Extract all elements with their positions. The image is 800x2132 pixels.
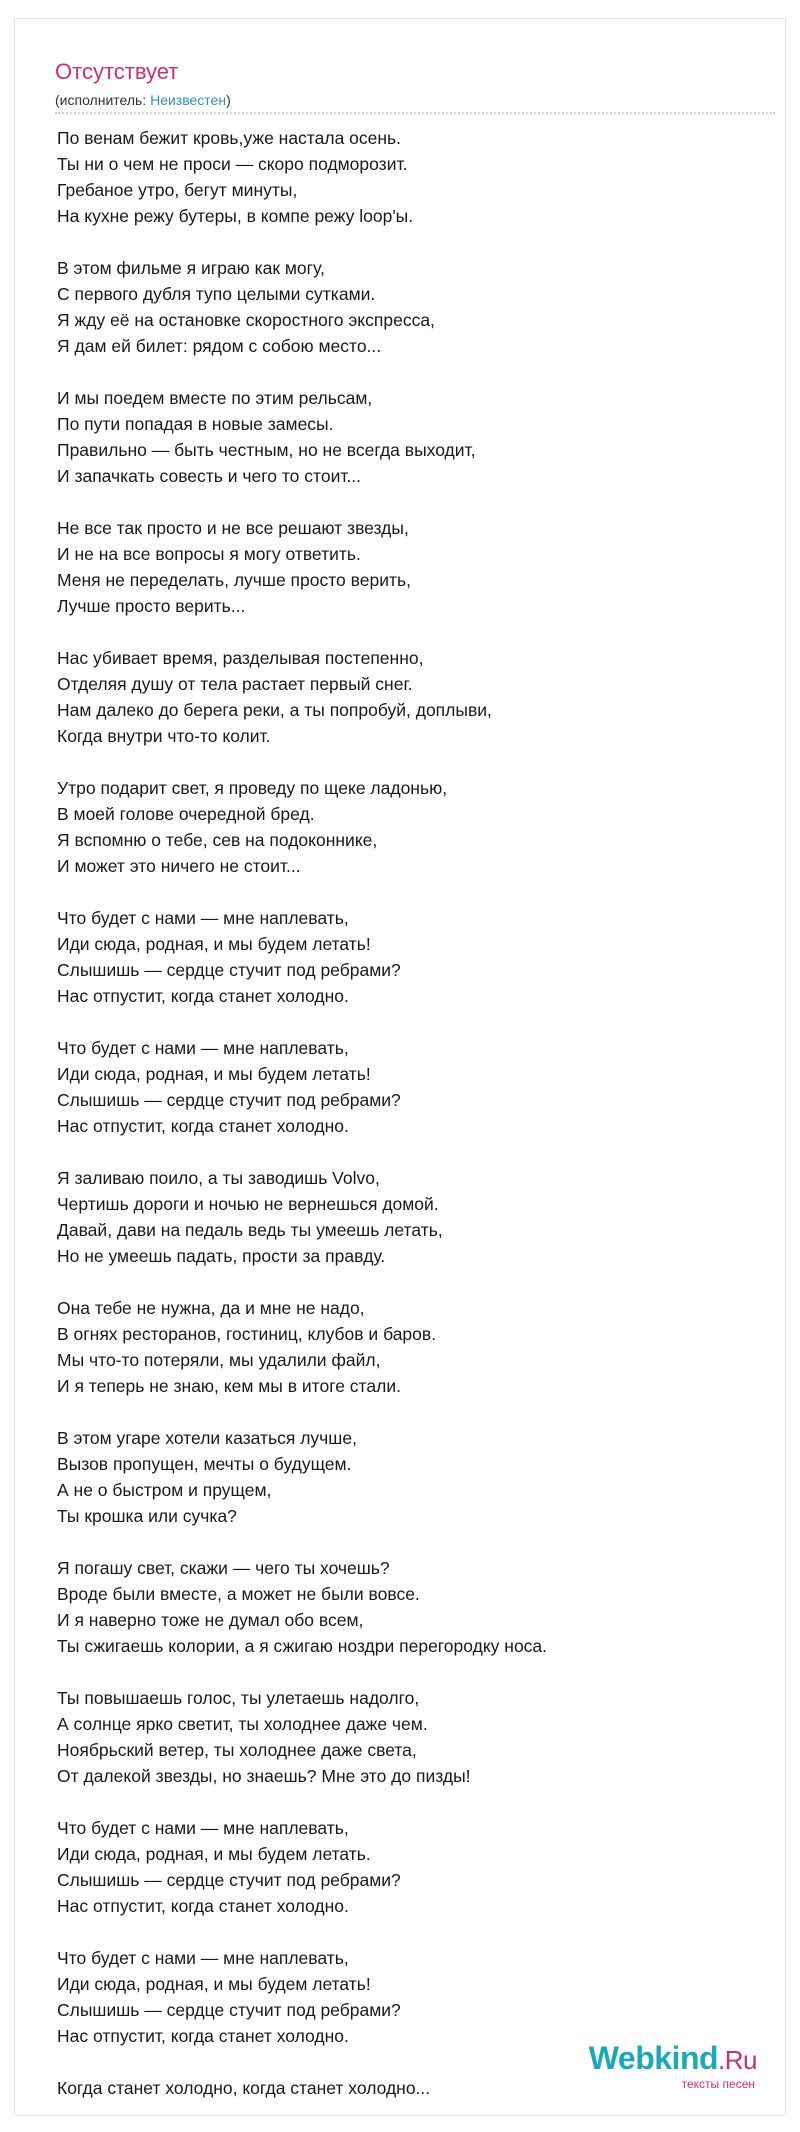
lyrics-line: Меня не переделать, лучше просто верить, <box>57 570 411 590</box>
lyrics-line: По венам бежит кровь,уже настала осень. <box>57 128 402 148</box>
artist-link[interactable]: Неизвестен <box>150 92 227 108</box>
lyrics-line: Нас отпустит, когда станет холодно. <box>57 1896 349 1916</box>
lyrics-stanza <box>57 1295 757 1399</box>
lyrics-line: Правильно — быть честным, но не всегда выходит, <box>57 440 476 460</box>
lyrics-line: С первого дубля тупо целыми сутками. <box>57 284 376 304</box>
logo-name: Webkind <box>588 2040 719 2076</box>
lyrics-line: Слышишь — сердце стучит под ребрами? <box>57 2000 401 2020</box>
lyrics-line: Что будет с нами — мне наплевать, <box>57 1818 349 1838</box>
lyrics-line: Что будет с нами — мне наплевать, <box>57 1948 349 1968</box>
lyrics-line: Иди сюда, родная, и мы будем летать! <box>57 934 371 954</box>
lyrics-line: В огнях ресторанов, гостиниц, клубов и баров. <box>57 1324 437 1344</box>
lyrics-stanza <box>57 1165 757 1269</box>
lyrics-line: Я вспомню о тебе, сев на подоконнике, <box>57 830 378 850</box>
lyrics-line: А солнце ярко светит, ты холоднее даже чем. <box>57 1714 428 1734</box>
lyrics-stanza <box>57 1555 757 1659</box>
lyrics-line: Нам далеко до берега реки, а ты попробуй, доплыви, <box>57 700 492 720</box>
lyrics-stanza <box>57 1035 757 1139</box>
lyrics-stanza <box>57 1685 757 1789</box>
lyrics-line: И запачкать совесть и чего то стоит... <box>57 466 362 486</box>
lyrics-page <box>14 18 786 2116</box>
lyrics-line: Нас отпустит, когда станет холодно. <box>57 986 349 1006</box>
lyrics-line: Ноябрьский ветер, ты холоднее даже света, <box>57 1740 417 1760</box>
lyrics-stanza <box>57 775 757 879</box>
lyrics-line: Вызов пропущен, мечты о будущем. <box>57 1454 352 1474</box>
lyrics-stanza <box>57 385 757 489</box>
lyrics-line: Я погашу свет, скажи — чего ты хочешь? <box>57 1558 390 1578</box>
logo-wordmark <box>589 2042 757 2076</box>
lyrics-line: Давай, дави на педаль ведь ты умеешь летать, <box>57 1220 443 1240</box>
lyrics-line: От далекой звезды, но знаешь? Мне это до пизды! <box>57 1766 471 1786</box>
lyrics-line: Утро подарит свет, я проведу по щеке ладонью, <box>57 778 448 798</box>
lyrics-stanza <box>57 515 757 619</box>
logo-tagline: тексты песен <box>681 2077 755 2091</box>
lyrics-line: Отделяя душу от тела растает первый снег. <box>57 674 413 694</box>
lyrics-line: И не на все вопросы я могу ответить. <box>57 544 361 564</box>
artist-line <box>55 91 231 109</box>
lyrics-stanza <box>57 645 757 749</box>
lyrics-stanza <box>57 125 757 229</box>
lyrics-line: В моей голове очередной бред. <box>57 804 315 824</box>
lyrics-line: Лучше просто верить... <box>57 596 246 616</box>
lyrics-line: На кухне режу бутеры, в компе режу loop'ы. <box>57 206 414 226</box>
lyrics-line: В этом фильме я играю как могу, <box>57 258 325 278</box>
lyrics-line: Я жду её на остановке скоростного экспресса, <box>57 310 435 330</box>
lyrics-line: Она тебе не нужна, да и мне не надо, <box>57 1298 365 1318</box>
artist-prefix: (исполнитель: <box>55 92 151 108</box>
lyrics-line: По пути попадая в новые замесы. <box>57 414 334 434</box>
lyrics-line: Но не умеешь падать, прости за правду. <box>57 1246 386 1266</box>
lyrics-line: Когда внутри что-то колит. <box>57 726 271 746</box>
lyrics-line: Мы что-то потеряли, мы удалили файл, <box>57 1350 381 1370</box>
lyrics-line: Ты ни о чем не проси — скоро подморозит. <box>57 154 408 174</box>
lyrics-stanza <box>57 255 757 359</box>
lyrics-line: Что будет с нами — мне наплевать, <box>57 908 349 928</box>
lyrics-line: Я дам ей билет: рядом с собою место... <box>57 336 382 356</box>
lyrics-line: Гребаное утро, бегут минуты, <box>57 180 298 200</box>
lyrics-line: Когда станет холодно, когда станет холодно... <box>57 2078 431 2098</box>
lyrics-stanza <box>57 1815 757 1919</box>
lyrics-line: Слышишь — сердце стучит под ребрами? <box>57 1090 401 1110</box>
lyrics-line: И я теперь не знаю, кем мы в итоге стали. <box>57 1376 401 1396</box>
lyrics-body <box>57 125 757 2127</box>
logo-tld: .Ru <box>718 2045 757 2075</box>
lyrics-line: Иди сюда, родная, и мы будем летать! <box>57 1974 371 1994</box>
lyrics-line: Нас убивает время, разделывая постепенно, <box>57 648 424 668</box>
lyrics-line: Слышишь — сердце стучит под ребрами? <box>57 1870 401 1890</box>
lyrics-line: Ты крошка или сучка? <box>57 1506 237 1526</box>
lyrics-line: Чертишь дороги и ночью не вернешься домой. <box>57 1194 439 1214</box>
song-title: Отсутствует <box>55 59 179 84</box>
lyrics-line: Ты сжигаешь колории, а я сжигаю ноздри перегородку носа. <box>57 1636 548 1656</box>
site-logo[interactable] <box>589 2042 757 2091</box>
lyrics-stanza <box>57 905 757 1009</box>
lyrics-line: Нас отпустит, когда станет холодно. <box>57 1116 349 1136</box>
lyrics-line: Что будет с нами — мне наплевать, <box>57 1038 349 1058</box>
lyrics-line: Нас отпустит, когда станет холодно. <box>57 2026 349 2046</box>
lyrics-line: Иди сюда, родная, и мы будем летать. <box>57 1844 371 1864</box>
lyrics-line: И может это ничего не стоит... <box>57 856 301 876</box>
lyrics-line: И я наверно тоже не думал обо всем, <box>57 1610 364 1630</box>
lyrics-line: Иди сюда, родная, и мы будем летать! <box>57 1064 371 1084</box>
lyrics-line: В этом угаре хотели казаться лучше, <box>57 1428 357 1448</box>
artist-suffix: ) <box>226 92 231 108</box>
lyrics-line: Слышишь — сердце стучит под ребрами? <box>57 960 401 980</box>
lyrics-line: И мы поедем вместе по этим рельсам, <box>57 388 373 408</box>
title-divider <box>55 112 775 114</box>
lyrics-line: А не о быстром и прущем, <box>57 1480 272 1500</box>
lyrics-stanza <box>57 1425 757 1529</box>
lyrics-line: Ты повышаешь голос, ты улетаешь надолго, <box>57 1688 420 1708</box>
lyrics-line: Я заливаю поило, а ты заводишь Volvo, <box>57 1168 380 1188</box>
lyrics-line: Вроде были вместе, а может не были вовсе. <box>57 1584 420 1604</box>
lyrics-stanza <box>57 1945 757 2049</box>
lyrics-line: Не все так просто и не все решают звезды, <box>57 518 409 538</box>
